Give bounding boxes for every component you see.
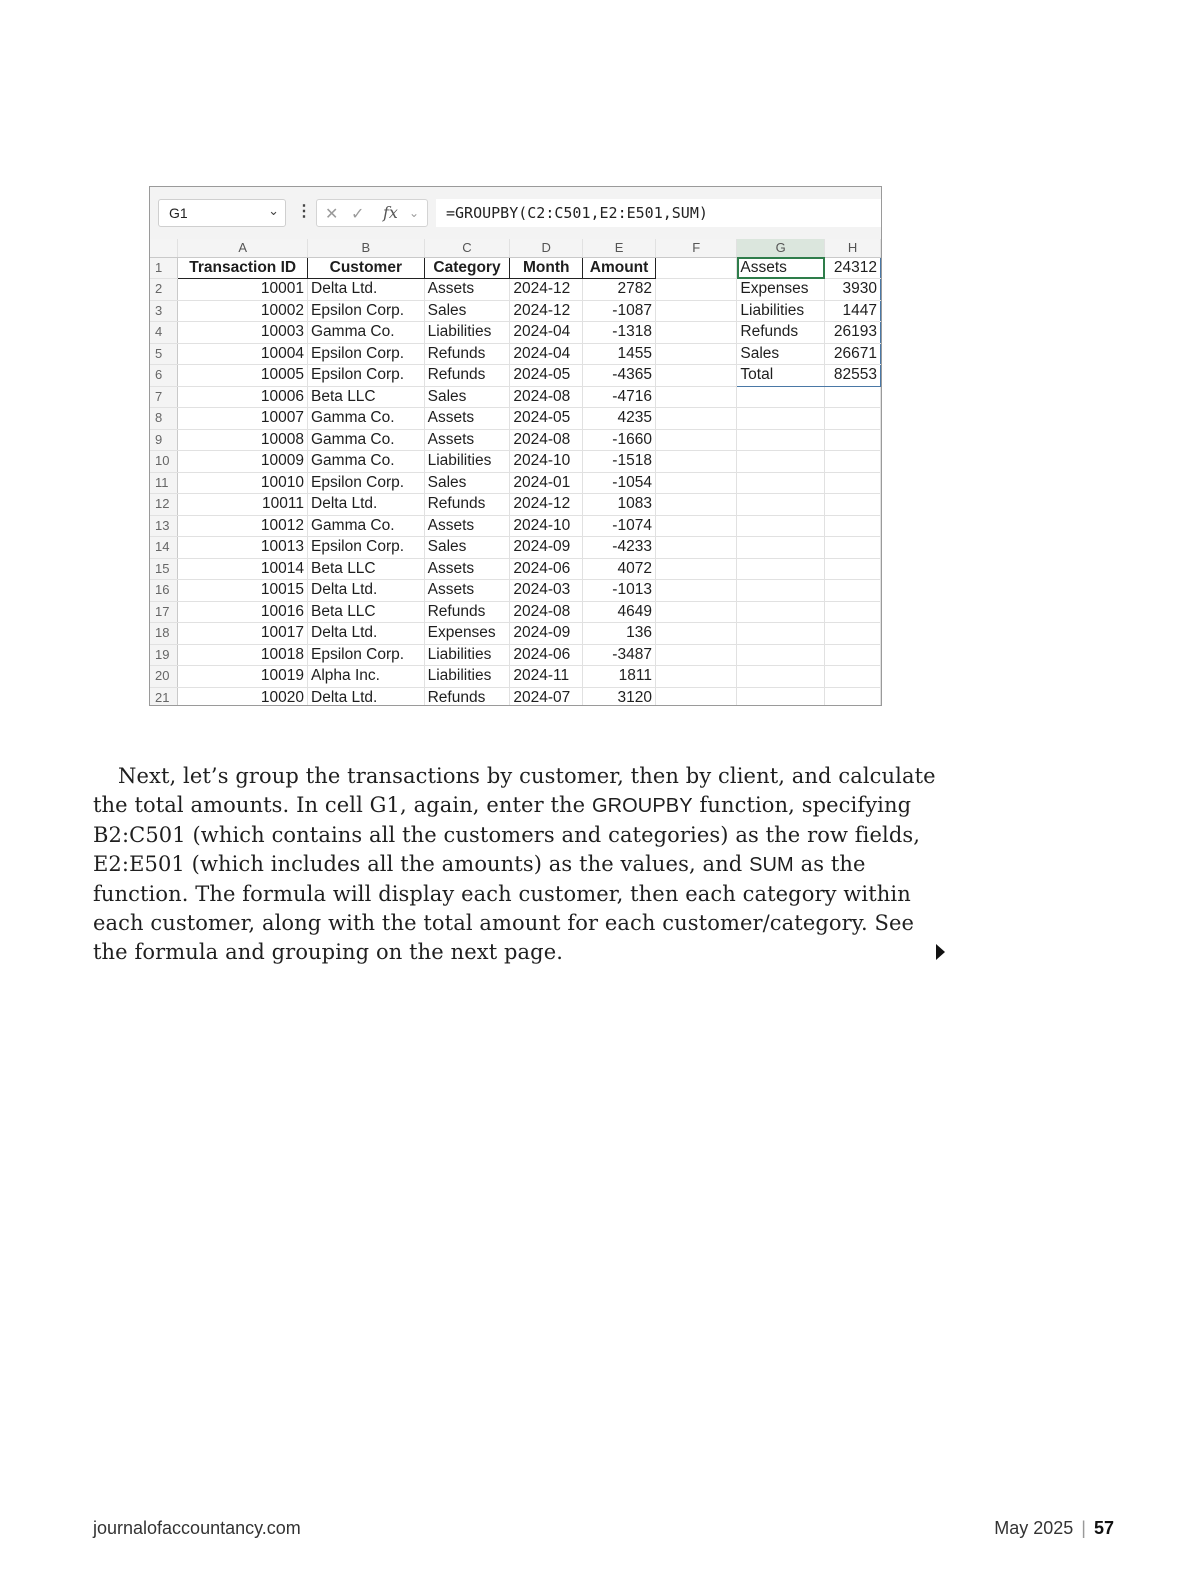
data-cell[interactable]: Beta LLC — [308, 558, 425, 580]
table-row — [150, 515, 881, 537]
data-cell[interactable]: Beta LLC — [308, 601, 425, 623]
empty-cell[interactable] — [825, 429, 881, 451]
data-cell[interactable]: 10012 — [178, 515, 308, 537]
data-cell[interactable]: Liabilities — [424, 666, 510, 688]
empty-cell[interactable] — [737, 601, 825, 623]
row-header[interactable]: 2 — [150, 279, 178, 301]
empty-cell[interactable] — [737, 515, 825, 537]
empty-cell[interactable] — [825, 408, 881, 430]
formula-controls — [316, 199, 428, 227]
row-header[interactable]: 20 — [150, 666, 178, 688]
empty-cell[interactable] — [655, 537, 736, 559]
data-cell[interactable]: 10004 — [178, 343, 308, 365]
data-cell[interactable]: 10016 — [178, 601, 308, 623]
empty-cell[interactable] — [825, 623, 881, 645]
data-cell[interactable]: 2024-05 — [510, 408, 583, 430]
empty-cell[interactable] — [737, 451, 825, 473]
column-header[interactable]: C — [424, 239, 510, 257]
groupby-label-cell[interactable]: Assets — [737, 257, 825, 279]
empty-cell[interactable] — [825, 386, 881, 408]
data-cell[interactable]: 10005 — [178, 365, 308, 387]
data-cell[interactable]: 10020 — [178, 687, 308, 706]
empty-cell[interactable] — [737, 429, 825, 451]
data-cell[interactable]: 10008 — [178, 429, 308, 451]
data-cell[interactable]: Epsilon Corp. — [308, 644, 425, 666]
empty-cell[interactable] — [737, 494, 825, 516]
table-row — [150, 666, 881, 688]
name-box-value: G1 — [169, 205, 188, 221]
spreadsheet-screenshot — [149, 186, 882, 706]
data-cell[interactable]: Delta Ltd. — [308, 494, 425, 516]
code-term: SUM — [749, 854, 794, 876]
footer-site: journalofaccountancy.com — [93, 1518, 301, 1538]
table-row — [150, 644, 881, 666]
table-row — [150, 300, 881, 322]
table-row — [150, 322, 881, 344]
data-cell[interactable]: -1518 — [583, 451, 656, 473]
row-header[interactable]: 18 — [150, 623, 178, 645]
confirm-icon[interactable]: ✓ — [351, 206, 365, 223]
data-cell[interactable]: 2024-08 — [510, 429, 583, 451]
table-row — [150, 580, 881, 602]
empty-cell[interactable] — [737, 558, 825, 580]
data-cell[interactable]: -1054 — [583, 472, 656, 494]
empty-cell[interactable] — [737, 644, 825, 666]
name-box[interactable] — [158, 199, 286, 227]
row-header[interactable]: 12 — [150, 494, 178, 516]
footer-page-info — [994, 1518, 1114, 1539]
data-cell[interactable]: 10006 — [178, 386, 308, 408]
data-cell[interactable]: 10019 — [178, 666, 308, 688]
data-cell[interactable]: -1318 — [583, 322, 656, 344]
empty-cell[interactable] — [655, 386, 736, 408]
data-cell[interactable]: -1013 — [583, 580, 656, 602]
data-cell[interactable]: Assets — [424, 515, 510, 537]
header-cell[interactable]: Category — [424, 257, 510, 279]
empty-cell[interactable] — [825, 580, 881, 602]
table-row — [150, 257, 881, 279]
empty-cell[interactable] — [655, 472, 736, 494]
formula-bar — [150, 187, 882, 239]
groupby-label-cell[interactable]: Expenses — [737, 279, 825, 301]
data-cell[interactable]: 4649 — [583, 601, 656, 623]
data-cell[interactable]: 10010 — [178, 472, 308, 494]
data-cell[interactable]: Expenses — [424, 623, 510, 645]
empty-cell[interactable] — [825, 644, 881, 666]
body-text-part: as the function. The formula will display each customer, then each category within each customer, along with the total amount for each customer/category. See the formula and grouping on the next page. — [93, 852, 915, 964]
data-cell[interactable]: -4365 — [583, 365, 656, 387]
empty-cell[interactable] — [655, 257, 736, 279]
empty-cell[interactable] — [655, 515, 736, 537]
data-cell[interactable]: 2024-08 — [510, 601, 583, 623]
row-header[interactable]: 11 — [150, 472, 178, 494]
formula-input[interactable] — [436, 199, 881, 227]
data-cell[interactable]: Epsilon Corp. — [308, 365, 425, 387]
data-cell[interactable]: -4716 — [583, 386, 656, 408]
empty-cell[interactable] — [737, 580, 825, 602]
data-cell[interactable]: 2024-01 — [510, 472, 583, 494]
code-term: GROUPBY — [591, 795, 693, 817]
data-cell[interactable]: 1083 — [583, 494, 656, 516]
data-cell[interactable]: 3120 — [583, 687, 656, 706]
more-options-icon[interactable]: ⋮ — [296, 203, 312, 220]
empty-cell[interactable] — [737, 408, 825, 430]
empty-cell[interactable] — [825, 537, 881, 559]
column-header[interactable]: F — [655, 239, 736, 257]
table-row — [150, 279, 881, 301]
continue-arrow-icon — [936, 944, 945, 960]
row-header[interactable]: 8 — [150, 408, 178, 430]
data-cell[interactable]: Assets — [424, 279, 510, 301]
table-row — [150, 687, 881, 706]
data-cell[interactable]: 10007 — [178, 408, 308, 430]
data-cell[interactable]: Refunds — [424, 601, 510, 623]
row-header[interactable]: 5 — [150, 343, 178, 365]
empty-cell[interactable] — [655, 408, 736, 430]
empty-cell[interactable] — [655, 322, 736, 344]
row-header[interactable]: 6 — [150, 365, 178, 387]
row-header[interactable]: 14 — [150, 537, 178, 559]
data-cell[interactable]: 2024-10 — [510, 451, 583, 473]
empty-cell[interactable] — [825, 558, 881, 580]
column-header[interactable]: A — [178, 239, 308, 257]
empty-cell[interactable] — [737, 386, 825, 408]
data-cell[interactable]: Sales — [424, 472, 510, 494]
data-cell[interactable]: Assets — [424, 558, 510, 580]
data-cell[interactable]: 2024-12 — [510, 300, 583, 322]
row-header[interactable]: 16 — [150, 580, 178, 602]
data-cell[interactable]: 4235 — [583, 408, 656, 430]
data-cell[interactable]: Gamma Co. — [308, 429, 425, 451]
empty-cell[interactable] — [655, 580, 736, 602]
data-cell[interactable]: 10001 — [178, 279, 308, 301]
data-cell[interactable]: 2024-06 — [510, 644, 583, 666]
data-cell[interactable]: Epsilon Corp. — [308, 537, 425, 559]
column-header[interactable]: D — [510, 239, 583, 257]
data-cell[interactable]: Beta LLC — [308, 386, 425, 408]
table-row — [150, 558, 881, 580]
footer-date: May 2025 — [994, 1518, 1074, 1538]
data-cell[interactable]: 10018 — [178, 644, 308, 666]
empty-cell[interactable] — [655, 623, 736, 645]
groupby-value-cell[interactable]: 26193 — [825, 322, 881, 344]
data-cell[interactable]: Refunds — [424, 343, 510, 365]
groupby-value-cell[interactable]: 24312 — [825, 257, 881, 279]
empty-cell[interactable] — [655, 279, 736, 301]
data-cell[interactable]: 10013 — [178, 537, 308, 559]
row-header[interactable]: 7 — [150, 386, 178, 408]
empty-cell[interactable] — [825, 451, 881, 473]
table-row — [150, 365, 881, 387]
data-cell[interactable]: Epsilon Corp. — [308, 472, 425, 494]
data-cell[interactable]: 2024-11 — [510, 666, 583, 688]
data-cell[interactable]: 4072 — [583, 558, 656, 580]
empty-cell[interactable] — [737, 623, 825, 645]
header-cell[interactable]: Amount — [583, 257, 656, 279]
data-cell[interactable]: Sales — [424, 537, 510, 559]
data-cell[interactable]: 2024-10 — [510, 515, 583, 537]
data-cell[interactable]: Assets — [424, 429, 510, 451]
body-text-part: function, specifying B2:C501 (which contains all the customers and categories) as the row fields, E2:E501 (which includes all the amounts) as the values, and — [93, 793, 921, 876]
data-cell[interactable]: 2782 — [583, 279, 656, 301]
data-cell[interactable]: -1074 — [583, 515, 656, 537]
row-header[interactable]: 3 — [150, 300, 178, 322]
column-header[interactable]: E — [583, 239, 656, 257]
empty-cell[interactable] — [655, 451, 736, 473]
table-row — [150, 386, 881, 408]
data-cell[interactable]: Delta Ltd. — [308, 580, 425, 602]
empty-cell[interactable] — [737, 666, 825, 688]
empty-cell[interactable] — [655, 687, 736, 706]
empty-cell[interactable] — [737, 472, 825, 494]
row-header[interactable]: 10 — [150, 451, 178, 473]
data-cell[interactable]: Liabilities — [424, 644, 510, 666]
data-cell[interactable]: 2024-06 — [510, 558, 583, 580]
empty-cell[interactable] — [655, 365, 736, 387]
data-cell[interactable]: 10017 — [178, 623, 308, 645]
data-cell[interactable]: -4233 — [583, 537, 656, 559]
header-cell[interactable]: Transaction ID — [178, 257, 308, 279]
column-header[interactable]: G — [737, 239, 825, 257]
empty-cell[interactable] — [737, 537, 825, 559]
empty-cell[interactable] — [655, 601, 736, 623]
data-cell[interactable]: 2024-05 — [510, 365, 583, 387]
data-cell[interactable]: Delta Ltd. — [308, 687, 425, 706]
data-cell[interactable]: 10009 — [178, 451, 308, 473]
data-cell[interactable]: Sales — [424, 300, 510, 322]
cancel-icon[interactable]: ✕ — [325, 206, 339, 223]
data-cell[interactable]: Gamma Co. — [308, 408, 425, 430]
data-cell[interactable]: Gamma Co. — [308, 322, 425, 344]
data-cell[interactable]: 2024-04 — [510, 343, 583, 365]
empty-cell[interactable] — [825, 494, 881, 516]
row-header[interactable]: 21 — [150, 687, 178, 706]
empty-cell[interactable] — [825, 472, 881, 494]
data-cell[interactable]: -3487 — [583, 644, 656, 666]
insert-function-icon[interactable]: fx — [383, 203, 398, 222]
worksheet-grid — [150, 239, 881, 706]
data-cell[interactable]: 136 — [583, 623, 656, 645]
footer-separator: | — [1081, 1518, 1086, 1538]
empty-cell[interactable] — [655, 558, 736, 580]
data-cell[interactable]: 10002 — [178, 300, 308, 322]
empty-cell[interactable] — [825, 666, 881, 688]
data-cell[interactable]: Refunds — [424, 494, 510, 516]
empty-cell[interactable] — [655, 644, 736, 666]
groupby-label-cell[interactable]: Liabilities — [737, 300, 825, 322]
data-cell[interactable]: Epsilon Corp. — [308, 343, 425, 365]
table-row — [150, 429, 881, 451]
select-all-corner[interactable] — [150, 239, 178, 257]
row-header[interactable]: 1 — [150, 257, 178, 279]
data-cell[interactable]: 1811 — [583, 666, 656, 688]
table-row — [150, 343, 881, 365]
row-header[interactable]: 4 — [150, 322, 178, 344]
data-cell[interactable]: 10015 — [178, 580, 308, 602]
table-row — [150, 601, 881, 623]
row-header[interactable]: 17 — [150, 601, 178, 623]
empty-cell[interactable] — [737, 687, 825, 706]
data-cell[interactable]: Delta Ltd. — [308, 279, 425, 301]
formula-text: =GROUPBY(C2:C501,E2:E501,SUM) — [446, 204, 708, 222]
chevron-down-icon[interactable]: ⌄ — [409, 206, 420, 220]
table-row — [150, 451, 881, 473]
data-cell[interactable]: 2024-12 — [510, 279, 583, 301]
data-cell[interactable]: Alpha Inc. — [308, 666, 425, 688]
body-paragraph — [93, 762, 953, 967]
data-cell[interactable]: 2024-12 — [510, 494, 583, 516]
groupby-value-cell[interactable]: 3930 — [825, 279, 881, 301]
data-cell[interactable]: Delta Ltd. — [308, 623, 425, 645]
data-cell[interactable]: Sales — [424, 386, 510, 408]
table-row — [150, 537, 881, 559]
page-number: 57 — [1093, 1518, 1114, 1538]
groupby-label-cell[interactable]: Refunds — [737, 322, 825, 344]
data-cell[interactable]: -1660 — [583, 429, 656, 451]
empty-cell[interactable] — [825, 515, 881, 537]
data-cell[interactable]: -1087 — [583, 300, 656, 322]
data-cell[interactable]: 10011 — [178, 494, 308, 516]
empty-cell[interactable] — [655, 666, 736, 688]
data-cell[interactable]: 10014 — [178, 558, 308, 580]
table-row — [150, 472, 881, 494]
column-header[interactable]: H — [825, 239, 881, 257]
header-cell[interactable]: Customer — [308, 257, 425, 279]
body-text-part: Next, let’s group the transactions by customer, then by client, and calculate the total amounts. In cell G1, again, enter the — [93, 764, 936, 817]
row-header[interactable]: 15 — [150, 558, 178, 580]
column-header[interactable]: B — [308, 239, 425, 257]
empty-cell[interactable] — [825, 687, 881, 706]
empty-cell[interactable] — [655, 494, 736, 516]
row-header[interactable]: 13 — [150, 515, 178, 537]
row-header[interactable]: 19 — [150, 644, 178, 666]
groupby-value-cell[interactable]: 1447 — [825, 300, 881, 322]
data-cell[interactable]: 10003 — [178, 322, 308, 344]
empty-cell[interactable] — [655, 343, 736, 365]
header-cell[interactable]: Month — [510, 257, 583, 279]
groupby-label-cell[interactable]: Sales — [737, 343, 825, 365]
data-cell[interactable]: 2024-04 — [510, 322, 583, 344]
data-cell[interactable]: Assets — [424, 408, 510, 430]
data-cell[interactable]: 2024-07 — [510, 687, 583, 706]
groupby-label-cell[interactable]: Total — [737, 365, 825, 387]
data-cell[interactable]: Assets — [424, 580, 510, 602]
row-header[interactable]: 9 — [150, 429, 178, 451]
data-cell[interactable]: 2024-09 — [510, 537, 583, 559]
empty-cell[interactable] — [655, 300, 736, 322]
empty-cell[interactable] — [655, 429, 736, 451]
groupby-value-cell[interactable]: 82553 — [825, 365, 881, 387]
table-row — [150, 494, 881, 516]
groupby-value-cell[interactable]: 26671 — [825, 343, 881, 365]
data-cell[interactable]: 1455 — [583, 343, 656, 365]
data-cell[interactable]: Epsilon Corp. — [308, 300, 425, 322]
empty-cell[interactable] — [825, 601, 881, 623]
table-row — [150, 623, 881, 645]
data-cell[interactable]: Liabilities — [424, 451, 510, 473]
data-cell[interactable]: 2024-08 — [510, 386, 583, 408]
data-cell[interactable]: 2024-09 — [510, 623, 583, 645]
data-cell[interactable]: Refunds — [424, 687, 510, 706]
data-cell[interactable]: Refunds — [424, 365, 510, 387]
table-row — [150, 408, 881, 430]
chevron-down-icon[interactable]: ⌄ — [268, 203, 279, 218]
data-cell[interactable]: 2024-03 — [510, 580, 583, 602]
data-cell[interactable]: Gamma Co. — [308, 451, 425, 473]
data-cell[interactable]: Gamma Co. — [308, 515, 425, 537]
data-cell[interactable]: Liabilities — [424, 322, 510, 344]
